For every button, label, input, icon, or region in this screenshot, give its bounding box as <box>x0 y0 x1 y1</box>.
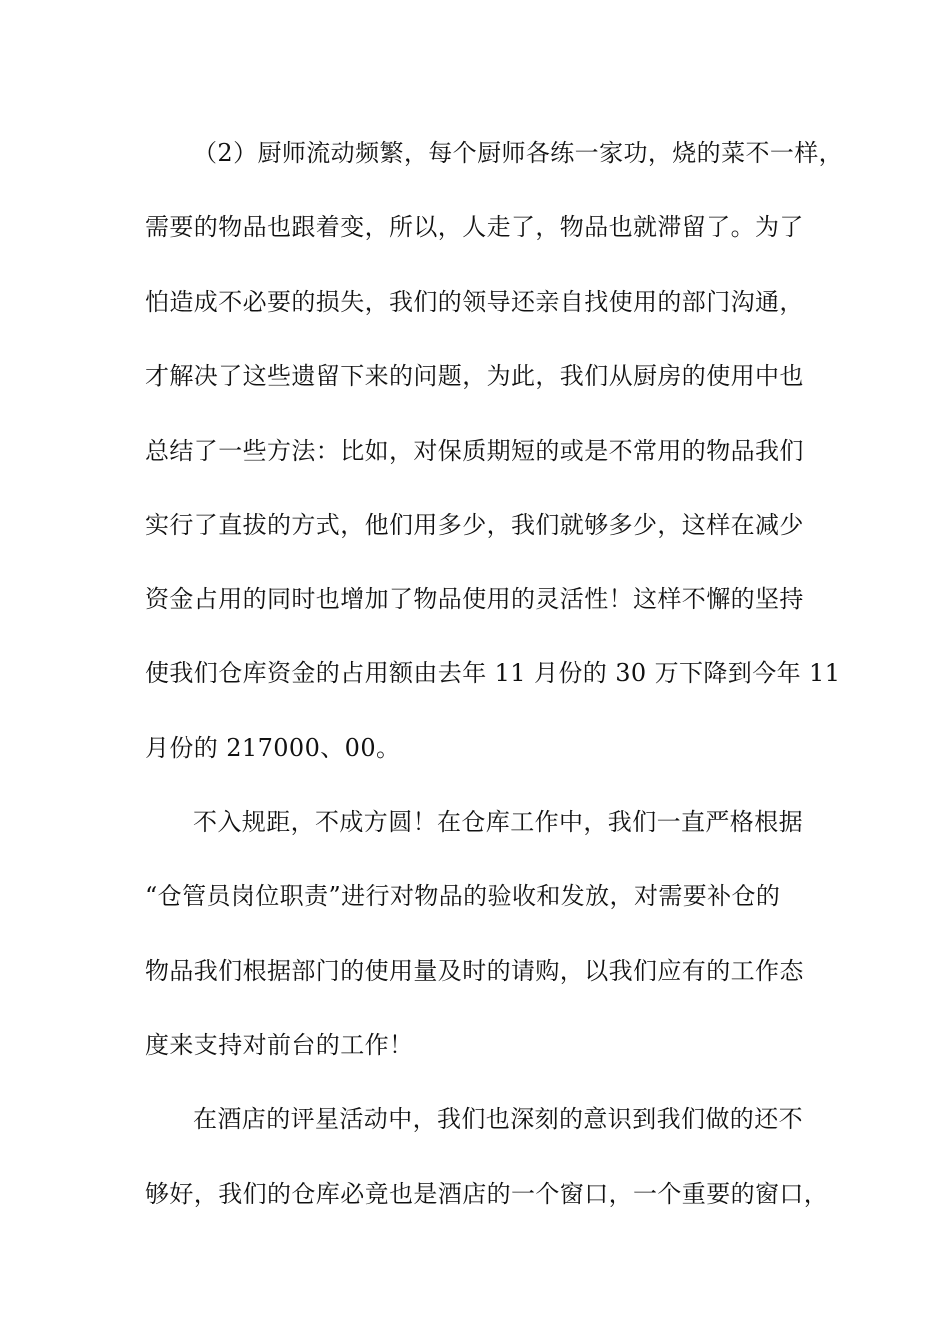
paragraph-1-line-1: （2）厨师流动频繁，每个厨师各练一家功，烧的菜不一样， <box>193 139 844 167</box>
paragraph-1-line-7: 资金占用的同时也增加了物品使用的灵活性！这样不懈的坚持 <box>145 585 804 613</box>
paragraph-3-line-2: 够好，我们的仓库必竟也是酒店的一个窗口，一个重要的窗口， <box>145 1180 829 1208</box>
paragraph-1-line-2: 需要的物品也跟着变，所以，人走了，物品也就滞留了。为了 <box>145 213 804 241</box>
paragraph-1-line-8: 使我们仓库资金的占用额由去年 11 月份的 30 万下降到今年 11 <box>145 659 841 687</box>
paragraph-1-line-6: 实行了直拔的方式，他们用多少，我们就够多少，这样在减少 <box>145 511 804 539</box>
paragraph-3-line-1: 在酒店的评星活动中，我们也深刻的意识到我们做的还不 <box>193 1105 803 1133</box>
paragraph-1-line-5: 总结了一些方法：比如，对保质期短的或是不常用的物品我们 <box>145 437 804 465</box>
paragraph-1-line-9: 月份的 217000、00。 <box>145 734 401 762</box>
paragraph-1-line-3: 怕造成不必要的损失，我们的领导还亲自找使用的部门沟通， <box>145 288 804 316</box>
paragraph-2-line-4: 度来支持对前台的工作！ <box>145 1031 414 1059</box>
paragraph-1-line-4: 才解决了这些遗留下来的问题，为此，我们从厨房的使用中也 <box>145 362 804 390</box>
paragraph-2-line-1: 不入规距，不成方圆！在仓库工作中，我们一直严格根据 <box>193 808 803 836</box>
paragraph-2-line-2: “仓管员岗位职责”进行对物品的验收和发放，对需要补仓的 <box>145 882 781 910</box>
paragraph-2-line-3: 物品我们根据部门的使用量及时的请购，以我们应有的工作态 <box>145 957 804 985</box>
